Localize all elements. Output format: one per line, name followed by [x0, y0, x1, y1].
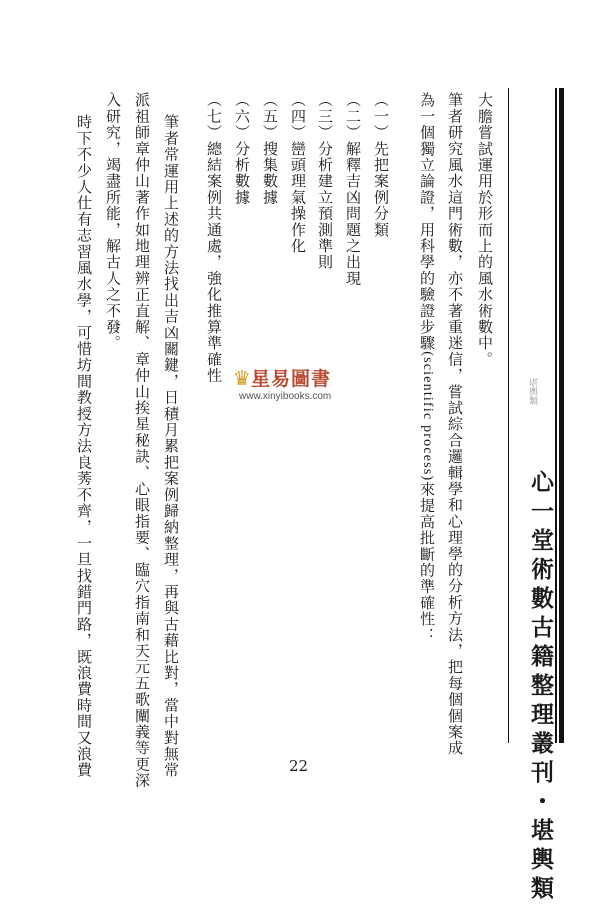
body-line-3-end: 來提高批斷的準確性：	[418, 481, 436, 644]
series-title: 心一堂術數古籍整理叢刊・堪輿類	[527, 470, 554, 905]
body-line-1: 大膽嘗試運用於形而上的風水術數中。	[476, 92, 494, 368]
step-6: （六）分析數據	[233, 92, 251, 206]
step-2: （二）解釋吉凶問題之出現	[344, 92, 362, 287]
step-7: （七）總結案例共通處，強化推算準確性	[205, 92, 223, 384]
body-line-2: 筆者研究風水這門術數，亦不著重迷信，嘗試綜合邏輯學和心理學的分析方法，把每個個案成	[446, 92, 464, 757]
step-1: （一）先把案例分類	[372, 92, 390, 238]
step-4: （四）巒頭理氣操作化	[289, 92, 307, 254]
para2-line-1: 筆者常運用上述的方法找出吉凶關鍵，日積月累把案例歸納整理，再與古藉比對，當中對無常	[162, 114, 180, 779]
para3-line-1: 時下不少人仕有志習風水學，可惜坊間教授方法良莠不齊，一旦找錯門路，既浪費時間又浪費	[75, 114, 93, 779]
series-banner-inner-rule	[508, 88, 509, 743]
watermark-url: www.xinyibooks.com	[239, 391, 332, 402]
page-number: 22	[289, 757, 309, 775]
logo-icon: ♛	[233, 366, 251, 390]
step-3: （三）分析建立預測準則	[316, 92, 334, 271]
margin-marker: 堪輿類	[527, 378, 537, 405]
para2-line-3: 入研究，竭盡所能，解古人之不發。	[104, 92, 122, 352]
watermark-site-name: 星易圖書	[250, 368, 331, 390]
publisher-watermark	[233, 364, 332, 402]
body-line-3-text: 為一個獨立論證，用科學的驗證步驟	[418, 92, 436, 352]
body-line-3	[418, 92, 436, 643]
scientific-process-term: (scientific process)	[420, 351, 435, 482]
series-banner-thick-rule	[559, 88, 564, 743]
para2-line-2: 派祖師章仲山著作如地理辨正直解、章仲山挨星秘訣、心眼指要、臨穴指南和天元五歌闡義等更深	[133, 92, 151, 789]
step-5: （五）搜集數據	[261, 92, 279, 206]
